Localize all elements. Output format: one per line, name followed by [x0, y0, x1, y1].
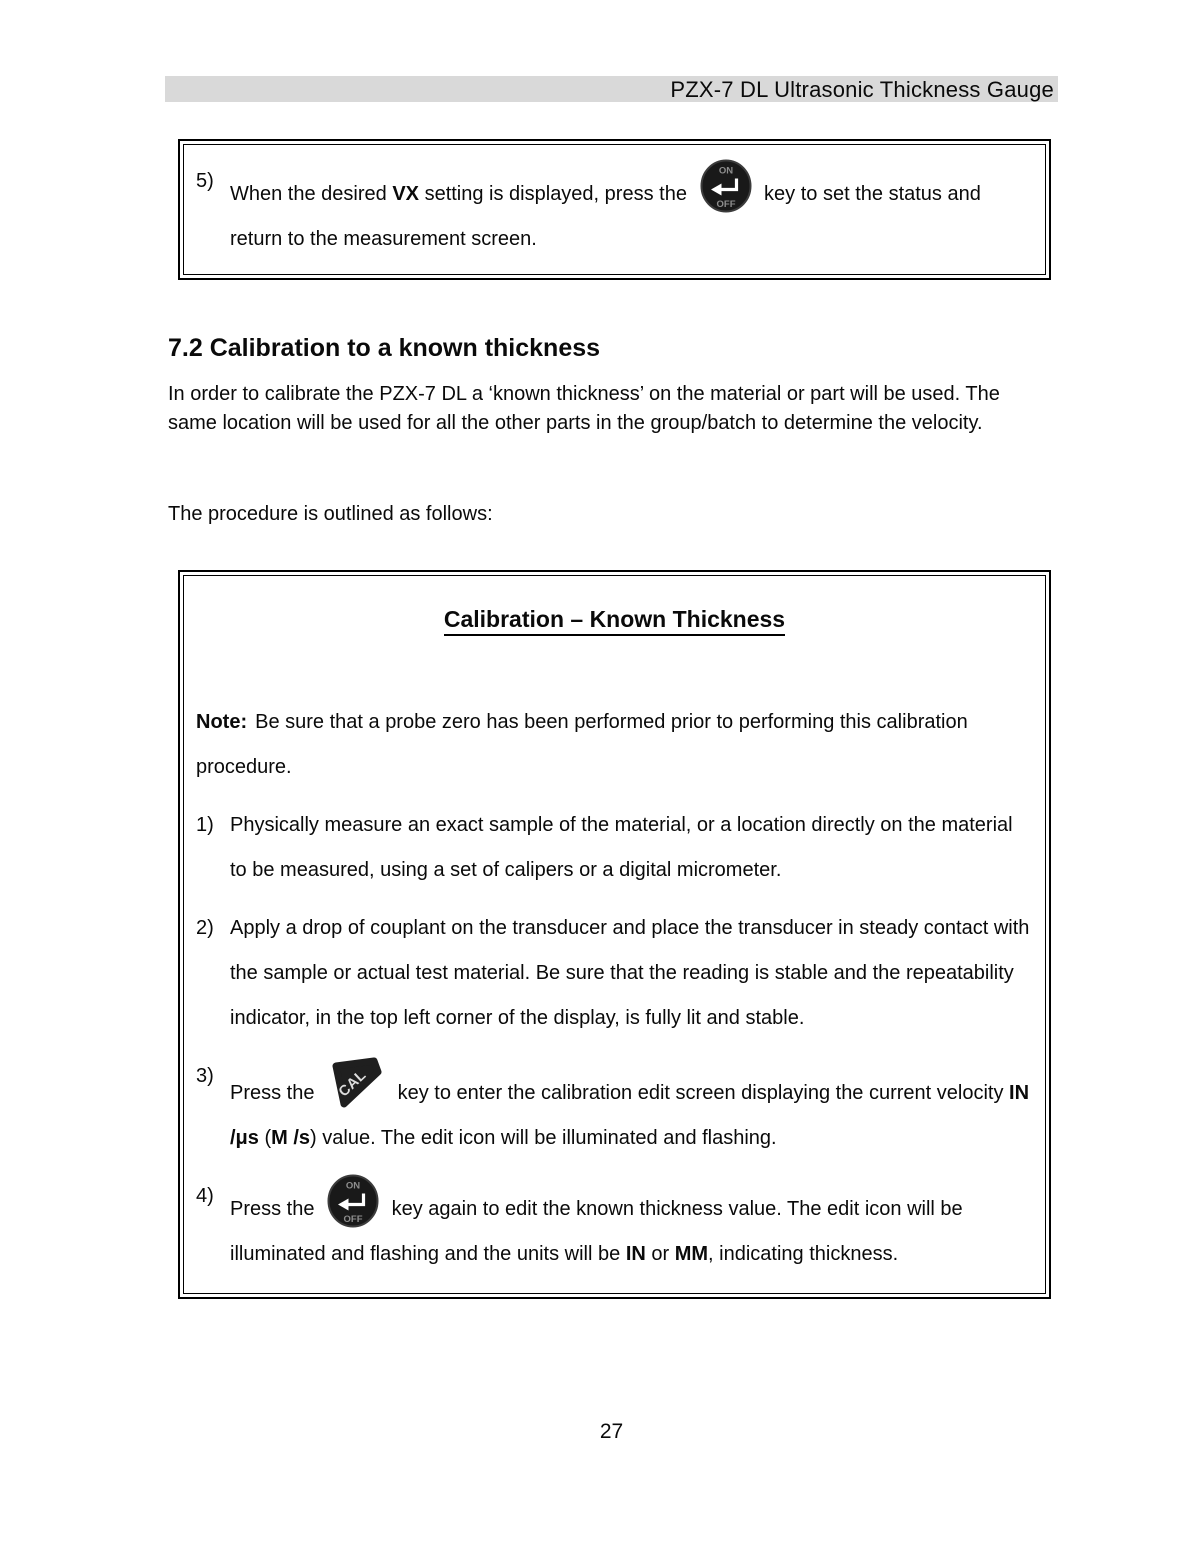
document-title: PZX-7 DL Ultrasonic Thickness Gauge	[670, 77, 1054, 102]
on-label: ON	[718, 165, 733, 177]
text-segment: (	[258, 1127, 272, 1149]
step-5	[196, 159, 1033, 262]
page-header-bar	[165, 76, 1058, 102]
page-number: 27	[599, 1420, 624, 1443]
step-number: 5)	[196, 170, 214, 192]
cal-key-icon	[327, 1054, 385, 1112]
step-2	[196, 906, 1033, 1041]
on-off-enter-key-icon	[327, 1174, 379, 1228]
step-text: Physically measure an exact sample of the material, or a location directly on the material to be measured, using a set of calipers or a digital micrometer.	[230, 814, 1013, 881]
calibration-box-inner	[183, 575, 1046, 1294]
velocity-units-m: M /s	[271, 1127, 311, 1149]
note-paragraph	[196, 700, 1033, 790]
calibration-box-title: Calibration – Known Thickness	[196, 602, 1033, 636]
text-segment: Press the	[230, 1082, 321, 1104]
step5-box-inner	[183, 144, 1046, 275]
step-text	[230, 159, 1033, 262]
step-number: 2)	[196, 917, 214, 939]
text-segment: , indicating thickness.	[708, 1243, 899, 1265]
step5-box	[178, 139, 1051, 280]
calibration-box	[178, 570, 1051, 1299]
units-mm: MM	[674, 1243, 709, 1265]
section-heading: 7.2 Calibration to a known thickness	[168, 334, 601, 362]
off-label: OFF	[716, 199, 735, 210]
text-segment: or	[645, 1243, 675, 1265]
step-number: 1)	[196, 814, 214, 836]
step-number: 4)	[196, 1185, 214, 1207]
step-4	[196, 1174, 1033, 1277]
note-text: Be sure that a probe zero has been performed prior to performing this calibration procedure.	[196, 711, 968, 778]
step-text	[230, 1054, 1033, 1161]
text-segment: key to set the status and return to the measurement screen.	[230, 183, 981, 250]
step-3	[196, 1054, 1033, 1161]
step-number: 3)	[196, 1065, 214, 1087]
step-1	[196, 803, 1033, 893]
text-segment: Press the	[230, 1198, 321, 1220]
text-segment: ) value. The edit icon will be illuminated and flashing.	[310, 1127, 777, 1149]
section-intro-paragraph: In order to calibrate the PZX-7 DL a ‘known thickness’ on the material or part will be used. The same location will be used for all the other parts in the group/batch to determine the velocity.	[168, 383, 1000, 434]
vx-setting-label: VX	[392, 183, 420, 205]
text-segment: key to enter the calibration edit screen displaying the current velocity	[392, 1082, 1010, 1104]
step-text	[230, 1174, 1033, 1277]
text-segment: setting is displayed, press the	[419, 183, 693, 205]
text-segment: key again to edit the known thickness value. The edit icon will be illuminated and flashing and the units will be	[230, 1198, 963, 1265]
units-in: IN	[625, 1243, 646, 1265]
step-text: Apply a drop of couplant on the transducer and place the transducer in steady contact with the sample or actual test material. Be sure that the reading is stable and the repeatability indicator, in the top left corner of the display, is fully lit and stable.	[230, 917, 1030, 1029]
velocity-units-in: IN /μs	[230, 1082, 1030, 1149]
note-label: Note:	[196, 711, 248, 733]
procedure-line: The procedure is outlined as follows:	[168, 503, 493, 525]
cal-label: CAL	[335, 1067, 370, 1101]
on-off-enter-key-icon	[700, 159, 752, 213]
off-label: OFF	[343, 1214, 363, 1225]
text-segment: When the desired	[230, 183, 393, 205]
on-label: ON	[345, 1180, 361, 1192]
